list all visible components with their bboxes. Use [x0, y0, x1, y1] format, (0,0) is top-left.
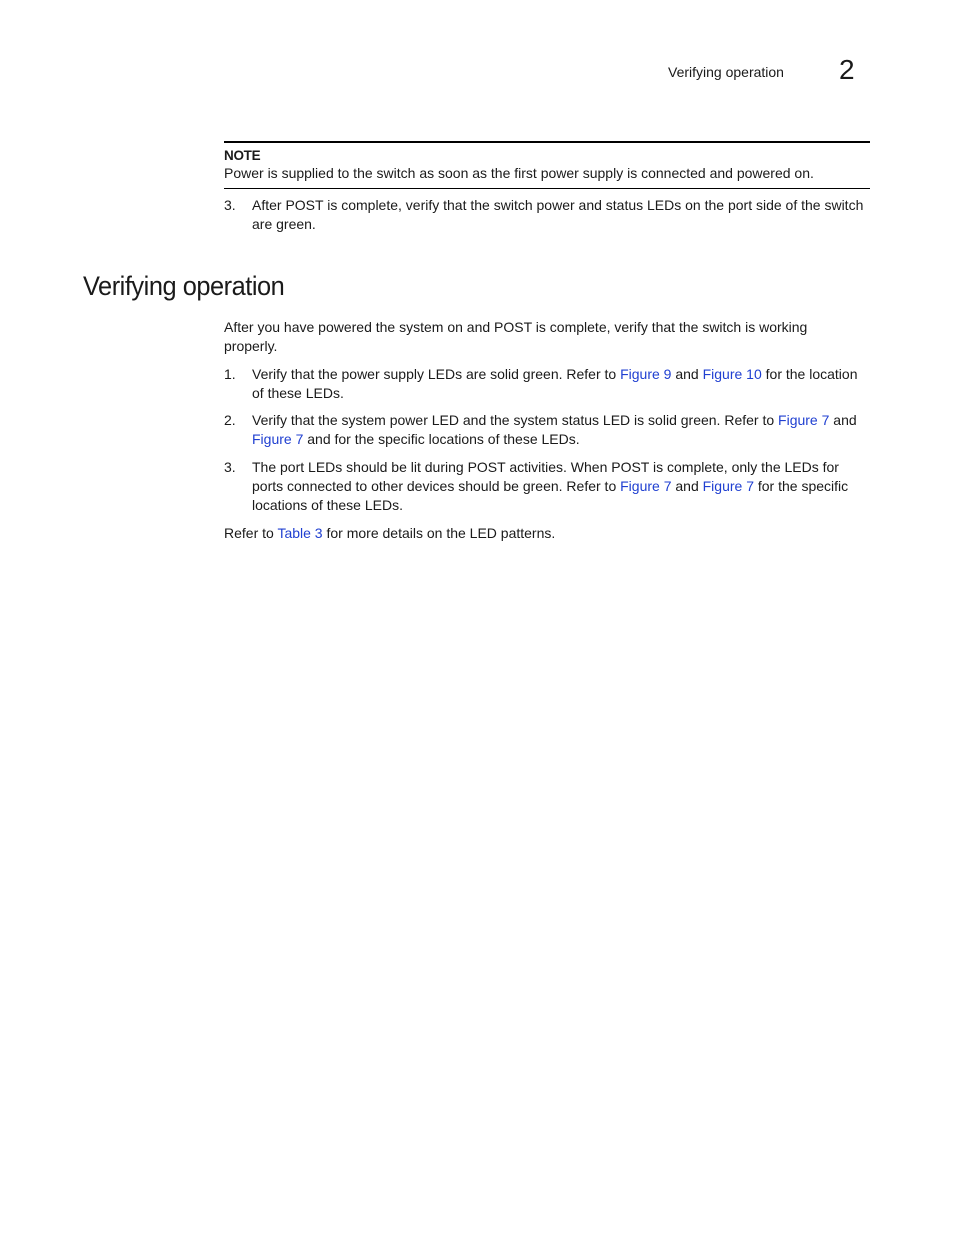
running-header: Verifying operation [668, 64, 784, 80]
figure-link[interactable]: Figure 10 [702, 366, 762, 382]
table-link[interactable]: Table 3 [277, 525, 323, 541]
step-text [252, 411, 864, 449]
figure-link[interactable]: Figure 7 [620, 478, 672, 494]
closing-text-part: Refer to [224, 525, 278, 541]
step-text-part: The port LEDs should be lit during POST activities. When POST is complete, only the LEDs for ports connected to other devices should be green. Refer to [252, 459, 839, 494]
note-text: Power is supplied to the switch as soon as the first power supply is connected and powered on. [224, 165, 814, 181]
section-intro: After you have powered the system on and POST is complete, verify that the switch is working properly. [224, 319, 808, 354]
step-text-part: for the location of these LEDs. [252, 366, 858, 401]
figure-link[interactable]: Figure 7 [778, 412, 830, 428]
chapter-number: 2 [839, 54, 855, 85]
figure-link[interactable]: Figure 7 [252, 431, 304, 447]
note-box [224, 141, 870, 189]
step-text-part: and [671, 366, 703, 382]
step-text-part: Verify that the system power LED and the system status LED is solid green. Refer to [252, 412, 779, 428]
step-text-part: and for the specific locations of these LEDs. [303, 431, 580, 447]
step-text-part: and [829, 412, 857, 428]
figure-link[interactable]: Figure 7 [702, 478, 754, 494]
closing-paragraph [224, 524, 860, 543]
list-item [224, 365, 864, 403]
step-text [252, 365, 864, 403]
step-number: 2. [224, 412, 236, 428]
step-text-part: Verify that the power supply LEDs are solid green. Refer to [252, 366, 621, 382]
list-item [224, 458, 864, 515]
list-item [224, 411, 864, 449]
section-title: Verifying operation [83, 271, 285, 301]
figure-link[interactable]: Figure 9 [620, 366, 672, 382]
step-text-part: for the specific locations of these LEDs. [252, 478, 849, 513]
closing-text-part: for more details on the LED patterns. [322, 525, 556, 541]
step-text: After POST is complete, verify that the switch power and status LEDs on the port side of the switch are green. [252, 197, 864, 232]
step-text-part: and [671, 478, 703, 494]
step-number: 3. [224, 459, 236, 475]
step-number: 3. [224, 197, 236, 213]
note-label: NOTE [224, 148, 261, 163]
step-number: 1. [224, 366, 236, 382]
step-text [252, 458, 864, 515]
prior-step [224, 196, 864, 234]
